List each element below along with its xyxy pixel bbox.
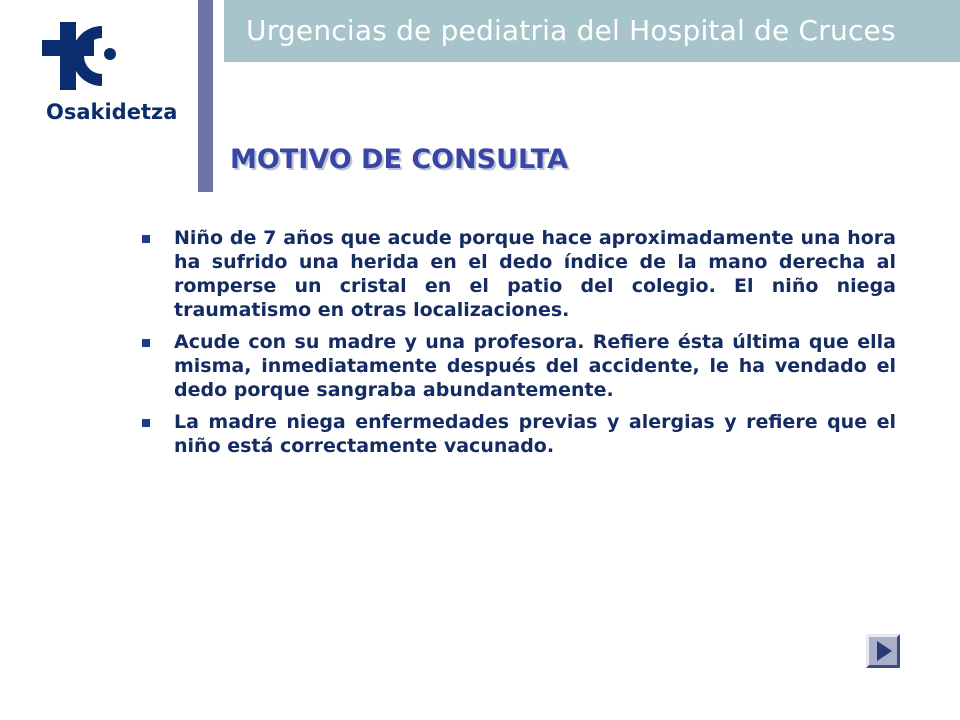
osakidetza-logo-icon	[40, 20, 180, 100]
header-band	[224, 0, 960, 62]
list-item	[140, 410, 896, 458]
vertical-accent-bar	[198, 0, 213, 192]
list-item	[140, 226, 896, 322]
header-title: Urgencias de pediatria del Hospital de Cruces	[246, 14, 896, 47]
osakidetza-logo	[40, 20, 180, 130]
logo-text: Osakidetza	[46, 100, 178, 124]
play-arrow-icon	[869, 637, 897, 665]
list-item	[140, 330, 896, 402]
bullet-square-icon	[142, 235, 150, 243]
bullet-text: Niño de 7 años que acude porque hace aproximadamente una hora ha sufrido una herida en el dedo índice de la mano derecha al romperse un cristal en el patio del colegio. El niño niega traumatismo en otras localizaciones.	[174, 227, 896, 321]
bullet-text: La madre niega enfermedades previas y alergias y refiere que el niño está correctamente vacunado.	[174, 411, 896, 457]
bullet-text: Acude con su madre y una profesora. Refiere ésta última que ella misma, inmediatamente después del accidente, le ha vendado el dedo porque sangraba abundantemente.	[174, 331, 896, 401]
bullet-list	[140, 226, 896, 466]
bullet-square-icon	[142, 419, 150, 427]
bullet-square-icon	[142, 339, 150, 347]
section-heading: MOTIVO DE CONSULTA	[230, 144, 569, 175]
next-slide-button[interactable]	[866, 634, 900, 668]
